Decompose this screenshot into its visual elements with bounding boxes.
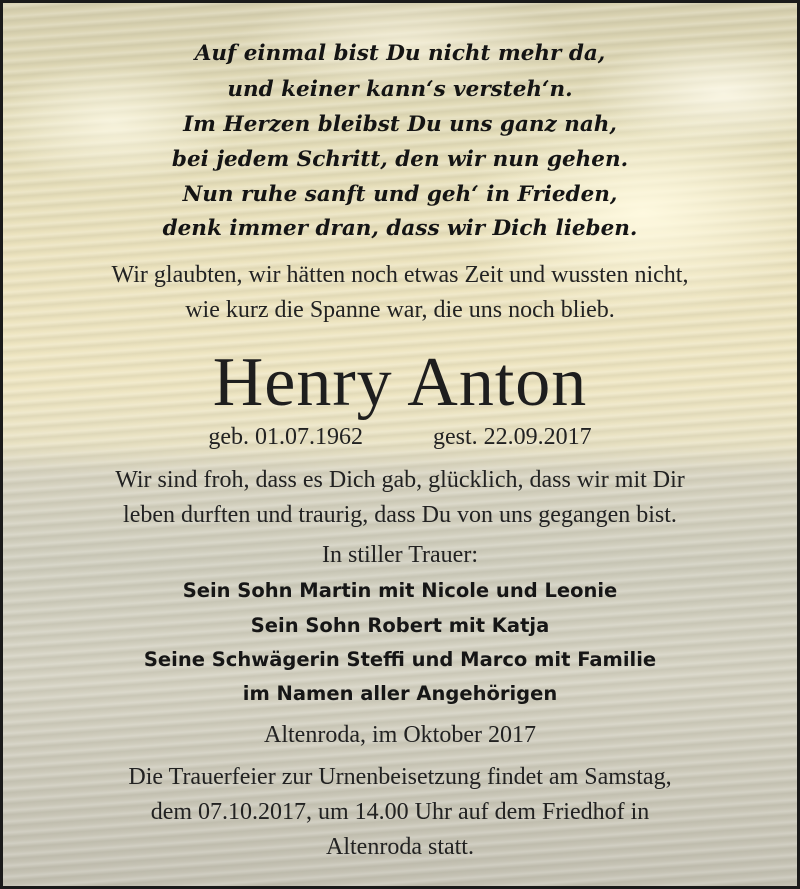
poem-line: Im Herzen bleibst Du uns ganz nah, <box>183 112 617 137</box>
ceremony-line: Altenroda statt. <box>326 834 474 860</box>
poem-line: Auf einmal bist Du nicht mehr da, <box>194 41 606 66</box>
place-date: Altenroda, im Oktober 2017 <box>264 722 536 748</box>
poem-line: bei jedem Schritt, den wir nun gehen. <box>171 147 629 172</box>
poem-line: denk immer dran, dass wir Dich lieben. <box>162 216 638 241</box>
life-dates <box>3 424 797 451</box>
mourners-intro: In stiller Trauer: <box>322 542 478 568</box>
mourner-name: Sein Sohn Robert mit Katja <box>250 614 550 637</box>
poem-line: und keiner kann‘s versteh‘n. <box>227 77 573 102</box>
birth-date: geb. 01.07.1962 <box>208 424 363 450</box>
mourner-name: Seine Schwägerin Steffi und Marco mit Familie <box>143 648 657 671</box>
ceremony-line: dem 07.10.2017, um 14.00 Uhr auf dem Friedhof in <box>150 799 650 825</box>
message-line: leben durften und traurig, dass Du von uns gegangen bist. <box>123 502 677 528</box>
poem-line: Nun ruhe sanft und geh‘ in Frieden, <box>182 182 618 207</box>
quote-line: Wir glaubten, wir hätten noch etwas Zeit und wussten nicht, <box>111 262 689 288</box>
mourner-name: im Namen aller Angehörigen <box>242 682 558 705</box>
ceremony-line: Die Trauerfeier zur Urnenbeisetzung findet am Samstag, <box>128 764 672 790</box>
message-line: Wir sind froh, dass es Dich gab, glücklich, dass wir mit Dir <box>115 467 685 493</box>
death-date: gest. 22.09.2017 <box>432 424 592 450</box>
deceased-name: Henry Anton <box>212 344 588 421</box>
quote-line: wie kurz die Spanne war, die uns noch blieb. <box>185 297 615 323</box>
mourner-name: Sein Sohn Martin mit Nicole und Leonie <box>182 579 618 602</box>
